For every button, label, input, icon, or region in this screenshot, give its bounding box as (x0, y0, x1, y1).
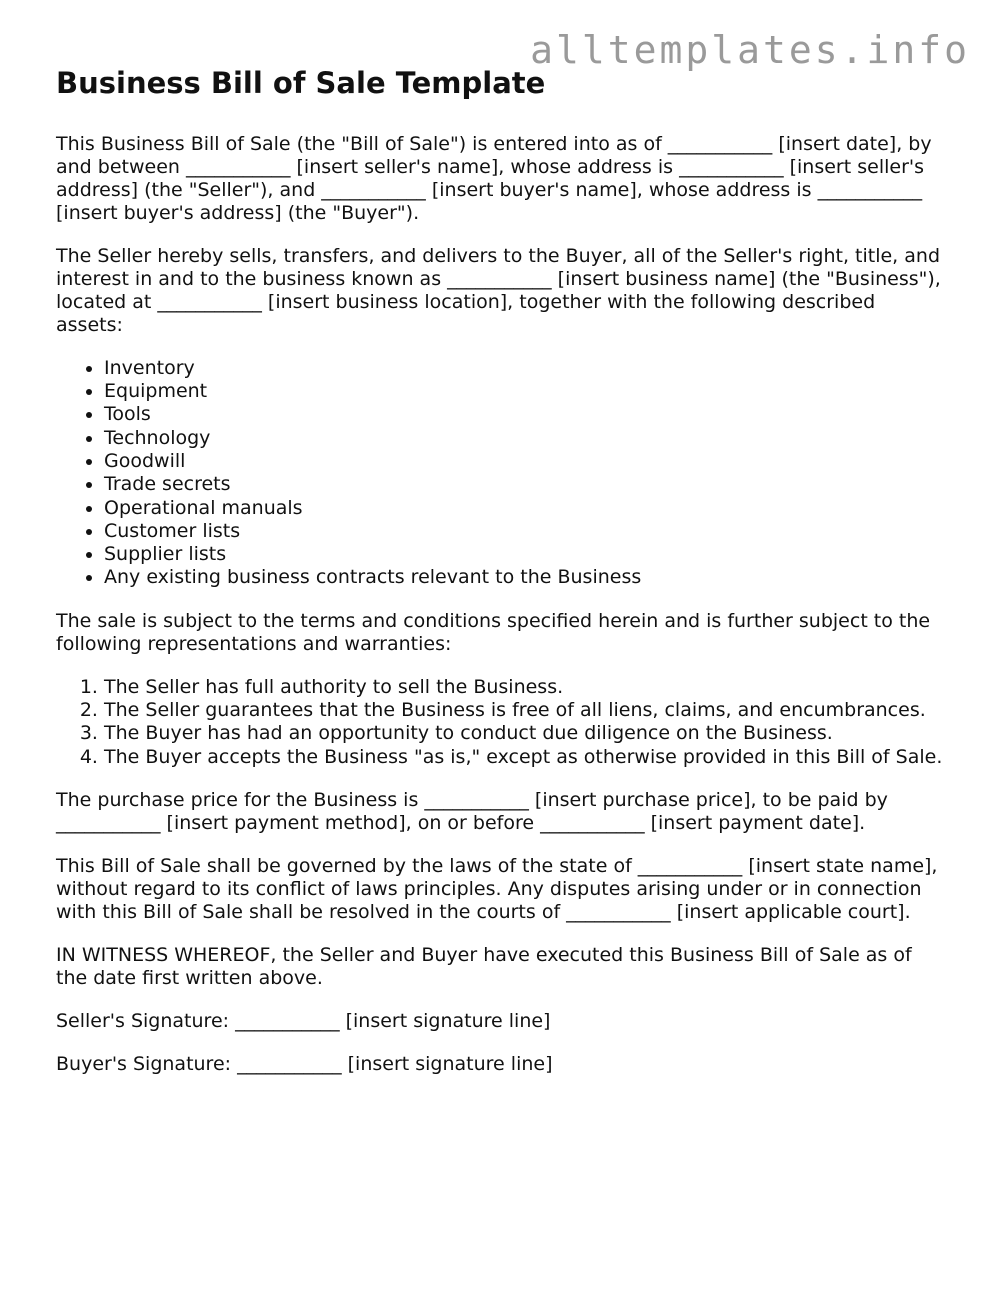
list-item: 2. The Seller guarantees that the Business is free of all liens, claims, and encumbrances. (104, 699, 946, 722)
intro-paragraph: This Business Bill of Sale (the "Bill of Sale") is entered into as of ___________ [insert date], by and between ___________ [insert seller's name], whose address is ___________ [insert seller's address] (the "Seller"), and ___________ [insert buyer's name], whose address is ___________ [insert buyer's address] (the "Buyer"). (56, 132, 932, 224)
list-item: • Tools (104, 403, 946, 426)
governing-law-paragraph: This Bill of Sale shall be governed by the laws of the state of ___________ [insert state name], without regard to its conflict of laws principles. Any disputes arising under or in connection with this Bill of Sale shall be resolved in the courts of ___________ [insert applicable court]. (56, 854, 938, 923)
seller-signature-line: Seller's Signature: ___________ [insert signature line] (56, 1009, 551, 1032)
list-item: • Inventory (104, 357, 946, 380)
watermark: alltemplates.info (530, 28, 970, 72)
list-item: 4. The Buyer accepts the Business "as is," except as otherwise provided in this Bill of Sale. (104, 746, 946, 769)
assets-list (56, 357, 946, 590)
list-item: • Technology (104, 427, 946, 450)
warranties-list (56, 676, 946, 769)
list-item: 3. The Buyer has had an opportunity to conduct due diligence on the Business. (104, 722, 946, 745)
list-item: 1. The Seller has full authority to sell the Business. (104, 676, 946, 699)
terms-paragraph: The sale is subject to the terms and conditions specified herein and is further subject to the following representations and warranties: (56, 609, 931, 655)
price-paragraph: The purchase price for the Business is ___________ [insert purchase price], to be paid by ___________ [insert payment method], on or before ___________ [insert payment date]. (56, 788, 888, 834)
witness-paragraph: IN WITNESS WHEREOF, the Seller and Buyer have executed this Business Bill of Sale as of the date first written above. (56, 943, 912, 989)
document-page (56, 66, 946, 1096)
list-item: • Equipment (104, 380, 946, 403)
buyer-signature-line: Buyer's Signature: ___________ [insert signature line] (56, 1052, 553, 1075)
list-item: • Trade secrets (104, 473, 946, 496)
list-item: • Customer lists (104, 520, 946, 543)
list-item: • Goodwill (104, 450, 946, 473)
transfer-paragraph: The Seller hereby sells, transfers, and delivers to the Buyer, all of the Seller's right, title, and interest in and to the business known as ___________ [insert business name] (the "Business"), located at ___________ [insert business location], together with the following described assets: (56, 244, 941, 336)
list-item: • Operational manuals (104, 497, 946, 520)
list-item: • Any existing business contracts relevant to the Business (104, 566, 946, 589)
list-item: • Supplier lists (104, 543, 946, 566)
document-title: Business Bill of Sale Template (56, 66, 546, 100)
